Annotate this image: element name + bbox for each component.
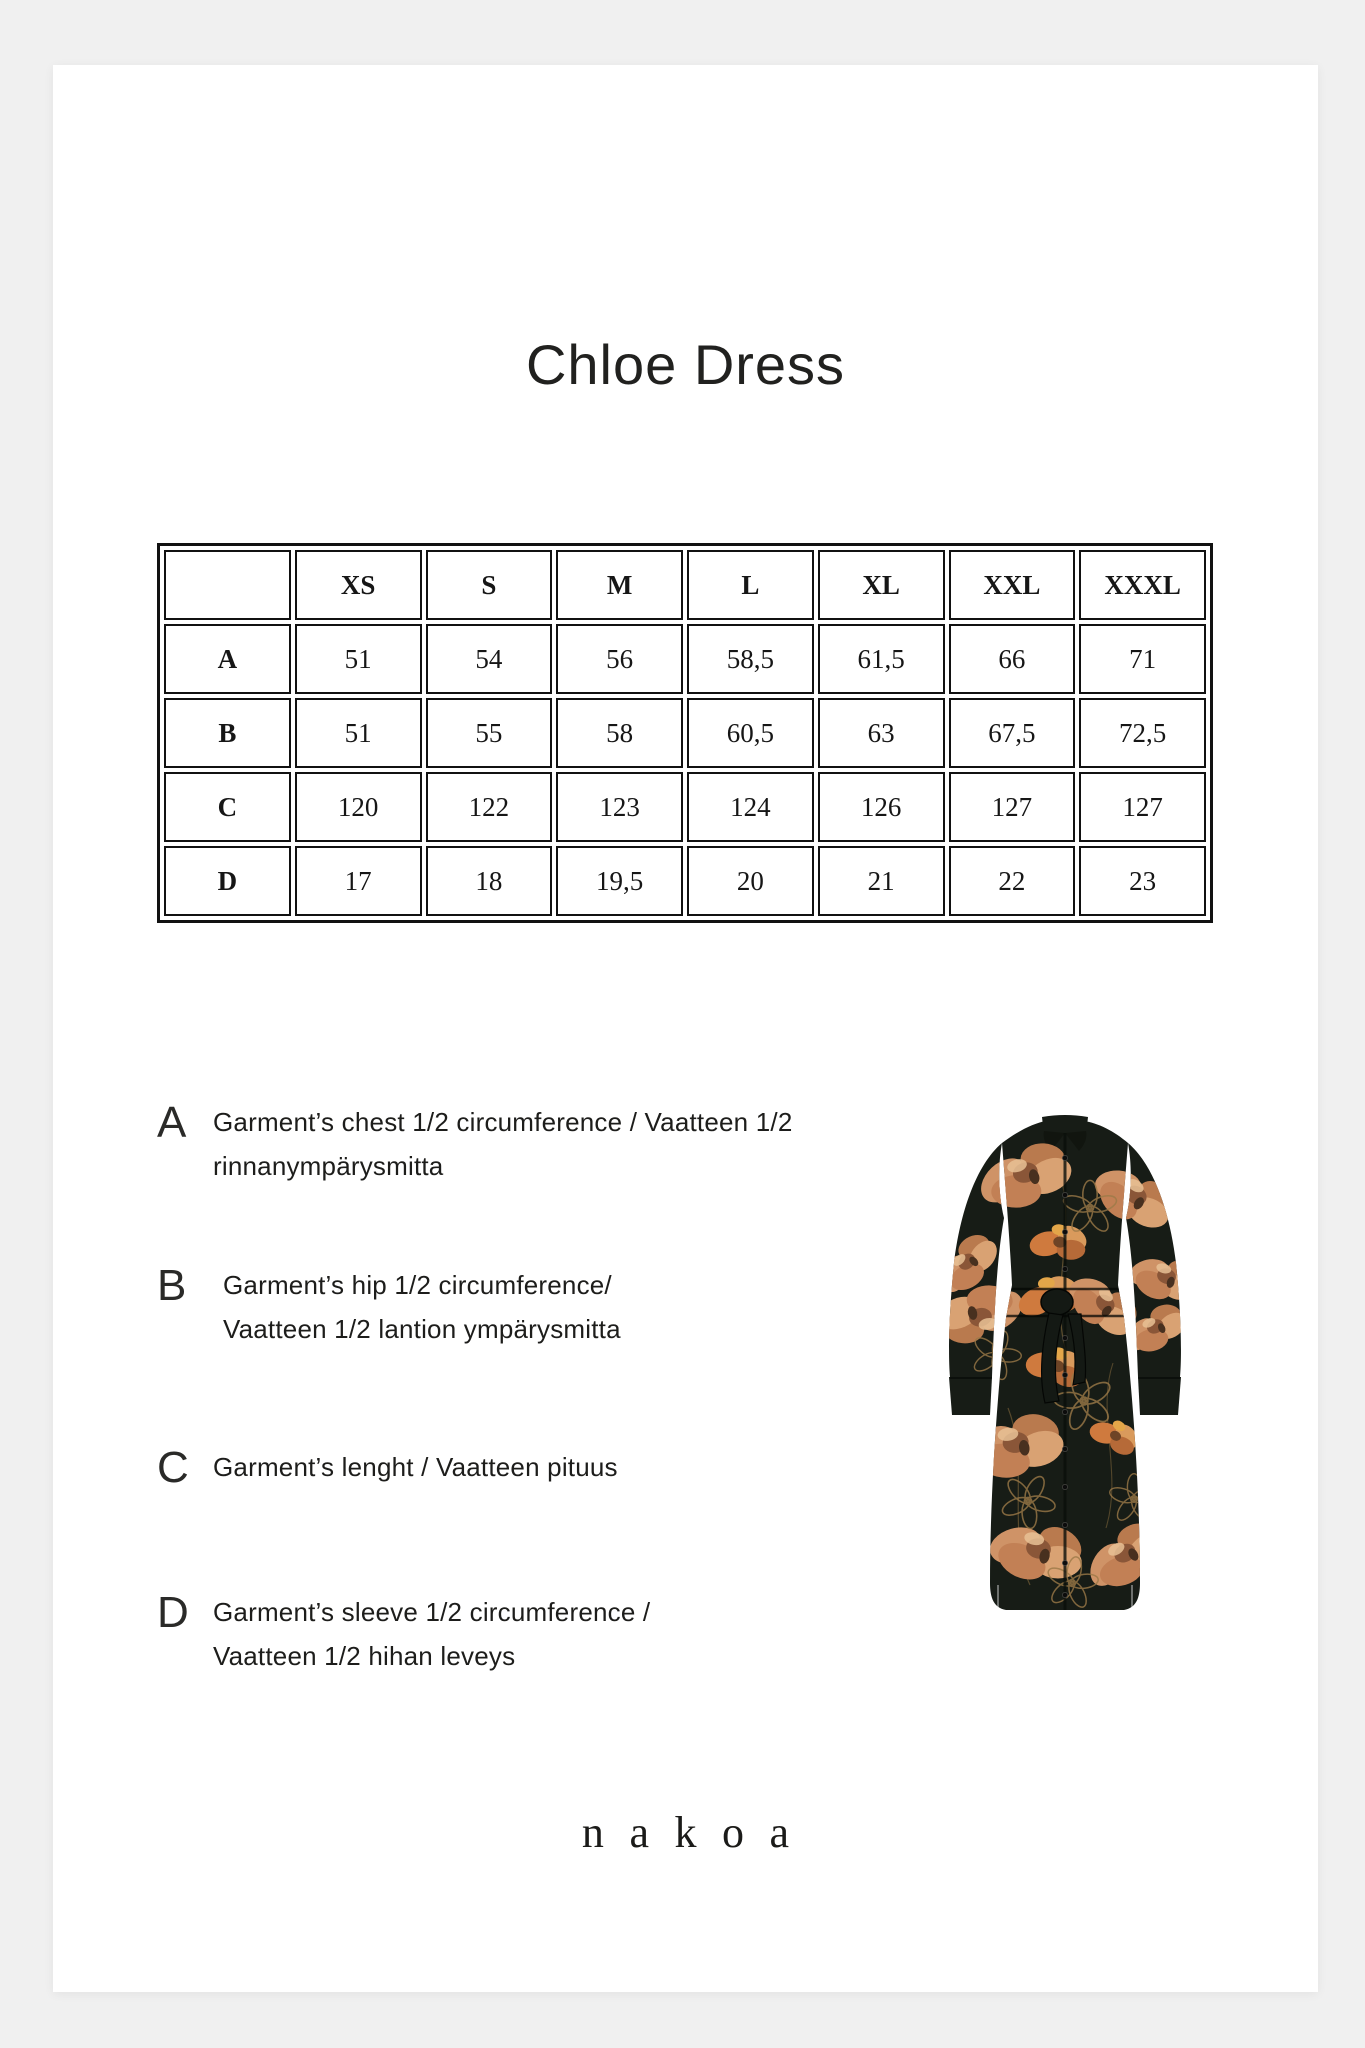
legend-text-line: Garment’s lenght / Vaatteen pituus	[213, 1452, 618, 1482]
table-row	[164, 698, 1206, 768]
measure-row-label: B	[164, 698, 291, 768]
legend-key-d: D	[157, 1588, 189, 1637]
legend-text-d	[213, 1590, 650, 1678]
legend-text-line: Vaatteen 1/2 hihan leveys	[213, 1641, 516, 1671]
measure-value: 71	[1079, 624, 1206, 694]
legend-key-a: A	[157, 1098, 187, 1147]
size-column-header: XS	[295, 550, 422, 620]
measure-row-label: D	[164, 846, 291, 916]
measure-value: 120	[295, 772, 422, 842]
measure-value: 51	[295, 624, 422, 694]
legend-text-line: rinnanympärysmitta	[213, 1151, 444, 1181]
legend-row-c	[157, 1445, 618, 1491]
size-guide-card	[53, 65, 1318, 1992]
legend-text-a	[213, 1100, 792, 1188]
legend-key-c: C	[157, 1443, 189, 1492]
measure-value: 124	[687, 772, 814, 842]
measure-value: 20	[687, 846, 814, 916]
size-column-header: XL	[818, 550, 945, 620]
legend-key-b: B	[157, 1261, 187, 1310]
legend-text-c	[213, 1445, 618, 1489]
size-table-header-row	[164, 550, 1206, 620]
measure-value: 58,5	[687, 624, 814, 694]
measure-value: 17	[295, 846, 422, 916]
measure-value: 19,5	[556, 846, 683, 916]
size-column-header: XXL	[949, 550, 1076, 620]
page-title: Chloe Dress	[525, 333, 846, 396]
measure-value: 60,5	[687, 698, 814, 768]
measure-value: 123	[556, 772, 683, 842]
measure-value: 127	[1079, 772, 1206, 842]
legend-row-a	[157, 1100, 792, 1188]
measure-row-label: A	[164, 624, 291, 694]
measure-value: 54	[426, 624, 553, 694]
legend-row-d	[157, 1590, 650, 1678]
measure-value: 58	[556, 698, 683, 768]
measure-value: 122	[426, 772, 553, 842]
measure-value: 51	[295, 698, 422, 768]
legend-text-b	[213, 1263, 621, 1351]
size-column-header: S	[426, 550, 553, 620]
measure-value: 55	[426, 698, 553, 768]
legend-text-line: Garment’s sleeve 1/2 circumference /	[213, 1597, 651, 1627]
legend-text-line: Vaatteen 1/2 lantion ympärysmitta	[223, 1314, 621, 1344]
legend-text-line: Garment’s chest 1/2 circumference / Vaatteen 1/2	[213, 1107, 793, 1137]
size-column-header: XXXL	[1079, 550, 1206, 620]
size-table-container	[157, 543, 1213, 923]
measure-value: 66	[949, 624, 1076, 694]
table-row	[164, 846, 1206, 916]
table-row	[164, 772, 1206, 842]
measure-value: 21	[818, 846, 945, 916]
legend-text-line: Garment’s hip 1/2 circumference/	[223, 1270, 612, 1300]
brand-logo: nakoa	[581, 1808, 815, 1857]
measure-value: 126	[818, 772, 945, 842]
size-table	[157, 543, 1213, 923]
measure-row-label: C	[164, 772, 291, 842]
measure-value: 18	[426, 846, 553, 916]
legend-row-b	[157, 1263, 621, 1351]
measure-value: 23	[1079, 846, 1206, 916]
table-row	[164, 624, 1206, 694]
size-column-header: L	[687, 550, 814, 620]
size-table-corner-cell	[164, 550, 291, 620]
size-column-header: M	[556, 550, 683, 620]
measure-value: 63	[818, 698, 945, 768]
measure-value: 22	[949, 846, 1076, 916]
measure-value: 61,5	[818, 624, 945, 694]
measure-value: 67,5	[949, 698, 1076, 768]
dress-illustration	[938, 1113, 1192, 1618]
measure-value: 72,5	[1079, 698, 1206, 768]
measure-value: 127	[949, 772, 1076, 842]
dress-product-photo	[938, 1113, 1192, 1618]
measure-value: 56	[556, 624, 683, 694]
